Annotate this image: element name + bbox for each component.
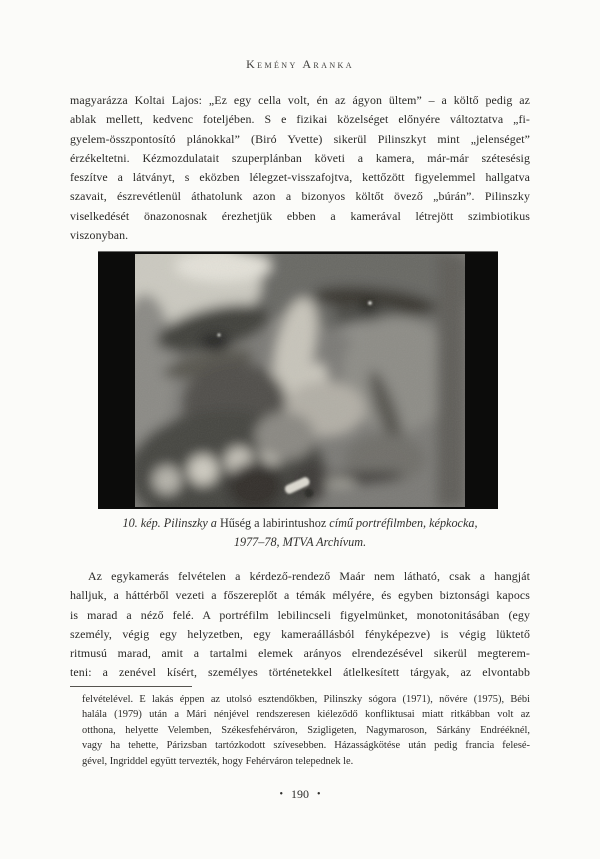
text-line: személy, végig egy helyzetben, egy kameraállásból fényképezve) is végig lüktető [70, 626, 530, 641]
page-number [0, 787, 600, 802]
footnote-line: gével, Ingriddel együtt tervezték, hogy Fehérváron telepednek le. [82, 755, 354, 767]
text-line: ablak mellett, kedvenc foteljében. S e fizikai közelséget előnyére változtatva „fi- [70, 112, 530, 127]
caption-line-2: 1977–78, MTVA Archívum. [233, 535, 367, 549]
text-line: is marad a néző felé. A portréfilm lebilincseli figyelmünket, monotonitásában (egy [70, 607, 530, 622]
text-line: magyarázza Koltai Lajos: „Ez egy cella volt, én az ágyon ültem” – a költő pedig az [70, 93, 530, 107]
footnote-block [82, 692, 530, 769]
footnote-line: felvételével. E lakás éppen az utolsó esztendőkben, Pilinszky sógora (1971), nővére (1975), Bébi [82, 694, 530, 705]
text-line: feszítve a látványt, s eközben lélegzet-visszafojtva, kettőzött figyelemmel hallgatva [70, 170, 530, 185]
footnote-line: halála (1979) után a Mári nénjével rendszeresen kiéleződő konfliktusai miatt ritkábban volt az [82, 709, 530, 721]
folio-number: 190 [291, 787, 309, 801]
text-line: gyelem-összpontosító plánokkal” (Biró Yvette) sikerül Pilinszkyt mint „jelenséget” [70, 131, 530, 146]
caption-film-title: Hűség a labirintushoz [219, 516, 327, 530]
folio-bullet-left: • [279, 789, 283, 800]
text-line: teni: a zenével kísért, személyes történetekkel átlelkesített tárgyak, az elvontabb [70, 665, 530, 680]
caption-text: 10. kép. Pilinszky a [122, 516, 220, 530]
figure-film-still [98, 251, 498, 509]
text-line: ritmusú marad, amit a tartalmi elemek arányos elrendezésével sikerül megterem- [70, 646, 530, 661]
footnote-separator-rule [70, 686, 192, 687]
text-line: halljuk, a háttérből vezeti a főszereplőt a témák mélyére, és egyben biztonsági kapocs [70, 588, 530, 603]
running-header-author: Kemény Aranka [246, 57, 354, 71]
caption-line-1 [0, 514, 600, 533]
footnote-line: vagy ha tehette, Párizsban tartózkodott szívesebben. Házasságkötése után pedig francia felesé- [82, 740, 530, 752]
text-line: érzékeltetni. Kézmozdulatait szuperplánban követi a kamera, már-már szétesésig [70, 150, 530, 165]
folio-bullet-right: • [317, 789, 321, 800]
pilinszky-portrait-photo [135, 254, 465, 507]
footnote-line: otthona, helyette Velemben, Székesfehérváron, Szigligeten, Nagymaroson, Sárkány Endrééknél, [82, 724, 530, 736]
paragraph-1 [70, 91, 530, 245]
figure-caption [0, 514, 600, 552]
text-line: szavait, észrevétlenül áthatolunk azon a bizonyos költőt övező „búrán”. Pilinszky [70, 189, 530, 204]
text-line: Az egykamerás felvételen a kérdező-rendező Maár nem látható, csak a hangját [88, 569, 530, 583]
caption-text: című portréfilmben, képkocka, [326, 516, 478, 530]
text-line: viselkedését önazonosnak érezhetjük ebben a kamerával létrejött szimbiotikus [70, 208, 530, 223]
paragraph-2 [70, 567, 530, 683]
text-line: viszonyban. [70, 228, 129, 243]
